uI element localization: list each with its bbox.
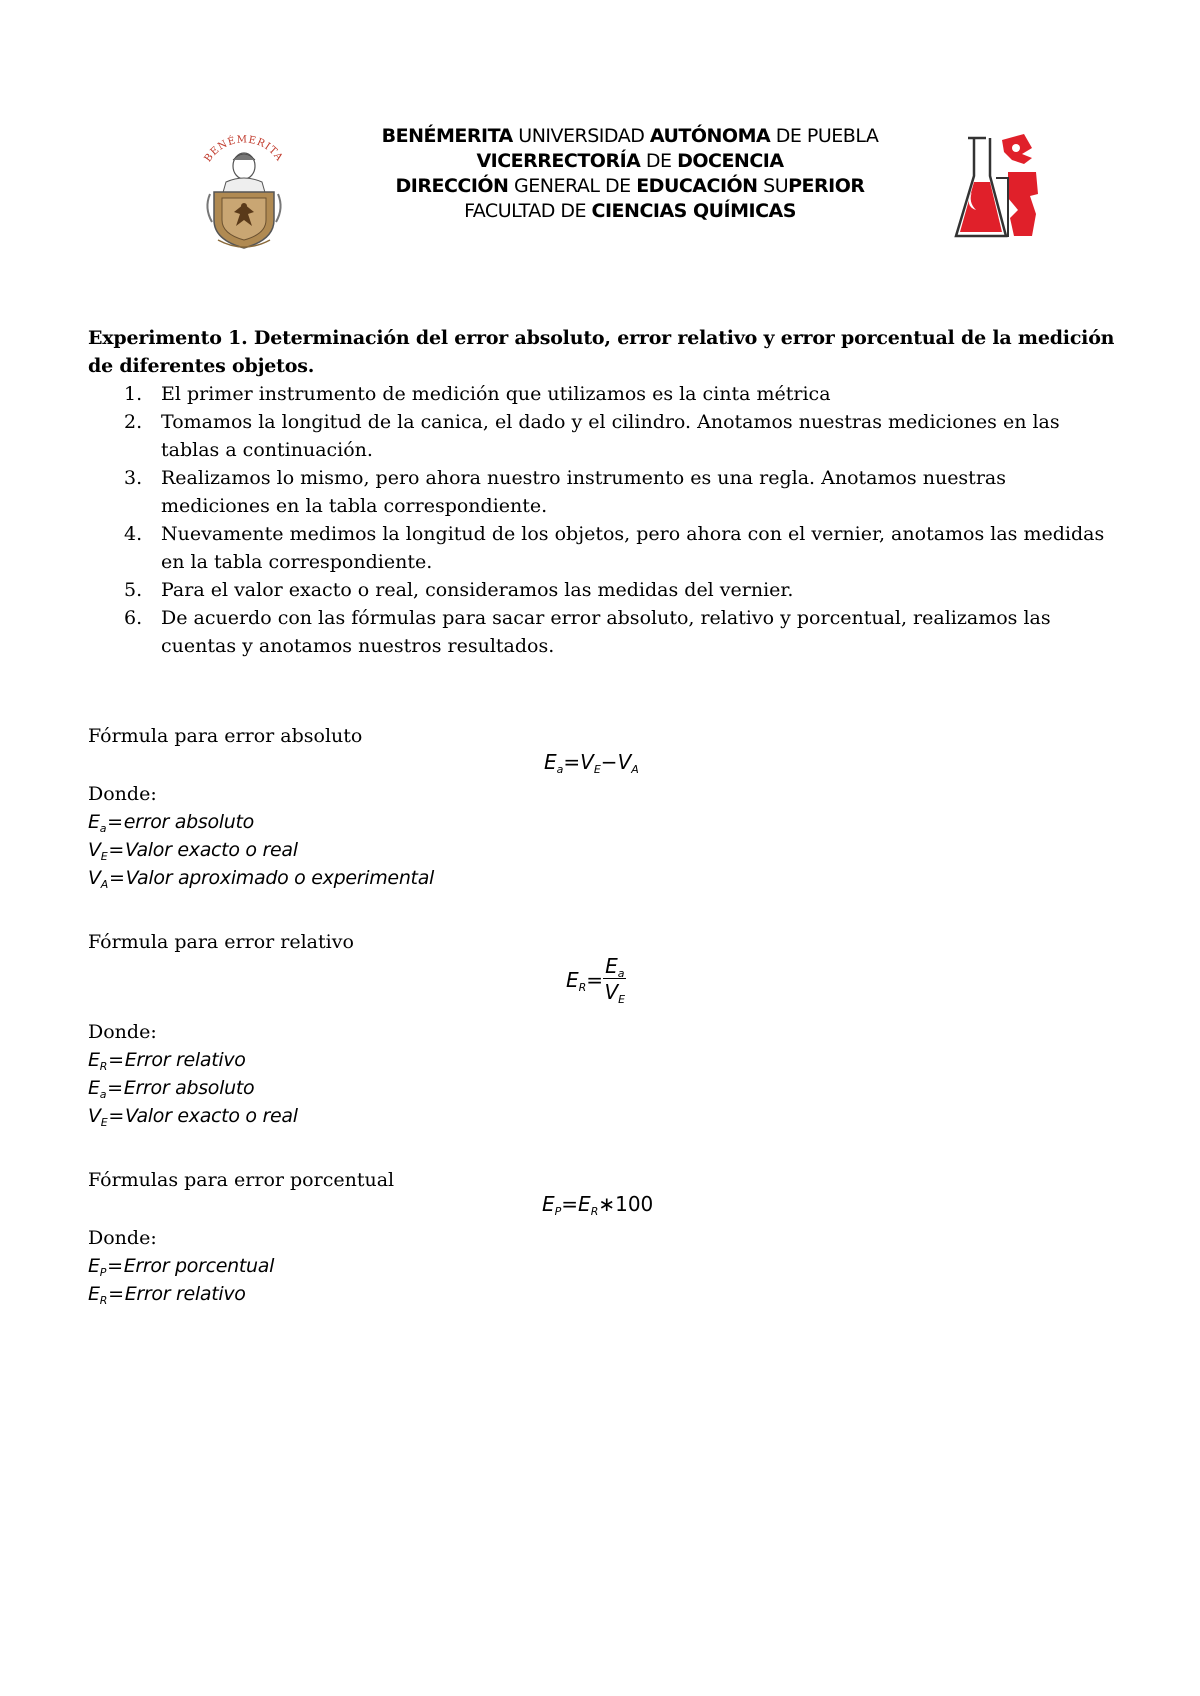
percent-error-heading: Fórmulas para error porcentual — [88, 1169, 395, 1191]
header-university-bold2: AUTÓNOMA — [649, 125, 771, 147]
formula-subscript: a — [617, 967, 625, 980]
definition-symbol: E — [88, 1049, 100, 1071]
step-number: 4. — [124, 523, 143, 545]
formula-subscript: P — [554, 1205, 562, 1218]
step-number: 3. — [124, 467, 143, 489]
relative-error-definitions — [88, 1018, 1120, 1130]
university-seal-logo — [196, 122, 292, 254]
step-number: 2. — [124, 411, 143, 433]
step-text: Realizamos lo mismo, pero ahora nuestro instrumento es una regla. Anotamos nuestras mediciones en la tabla correspondiente. — [161, 467, 1006, 517]
formula-subscript: E — [593, 763, 601, 776]
formula-fraction — [603, 954, 626, 1005]
formula-symbol: V — [604, 980, 619, 1004]
relative-error-formula: $E_R=$ $\frac{E_a}{V_E}$ — [566, 954, 626, 1006]
header-university-bold: BENÉMERITA — [381, 125, 513, 147]
definition-symbol: V — [88, 867, 101, 889]
definition-line: $E_P=Error$ porcentual — [88, 1255, 275, 1279]
formula-symbol: E — [542, 1192, 555, 1216]
definition-symbol: E — [88, 1077, 100, 1099]
header-university-mid: UNIVERSIDAD — [512, 125, 650, 147]
definition-meaning: error absoluto — [123, 811, 255, 833]
definition-line: $E_R=Error$ relativo — [88, 1283, 246, 1307]
definition-meaning: Error relativo — [124, 1049, 246, 1071]
absolute-error-block — [88, 722, 1120, 750]
relative-error-block — [88, 928, 1120, 956]
header-line-direccion — [330, 174, 930, 199]
header-direccion: DIRECCIÓN — [395, 175, 509, 197]
definition-meaning: Valor exacto o real — [124, 839, 298, 861]
fraction-denominator — [603, 979, 626, 1005]
definition-meaning: Error porcentual — [123, 1255, 275, 1277]
header-line-vicerrectoria — [330, 149, 930, 174]
formula-factor: 100 — [615, 1192, 654, 1216]
step-text: Nuevamente medimos la longitud de los objetos, pero ahora con el vernier, anotamos las medidas en la tabla correspondiente. — [161, 523, 1105, 573]
donde-label: Donde: — [88, 783, 157, 805]
experiment-title: Experimento 1. Determinación del error absoluto, error relativo y error porcentual de la medición de diferentes objetos. — [88, 327, 1115, 377]
header-su: SU — [757, 175, 789, 197]
definition-line: $V_E=Valor$ exacto o real — [88, 1105, 298, 1129]
formula-symbol: E — [544, 750, 557, 774]
step-text: Tomamos la longitud de la canica, el dado y el cilindro. Anotamos nuestras mediciones en las tablas a continuación. — [161, 411, 1060, 461]
step-item — [88, 408, 1120, 464]
header-university-tail: DE PUEBLA — [770, 125, 879, 147]
fraction-numerator — [603, 954, 626, 979]
formula-symbol: E — [578, 1192, 591, 1216]
experiment-steps — [88, 380, 1120, 660]
header-de: DE — [640, 150, 678, 172]
definition-meaning: Valor exacto o real — [124, 1105, 298, 1127]
step-text: El primer instrumento de medición que utilizamos es la cinta métrica — [161, 383, 831, 405]
percent-error-formula: $E_P=E_R∗100$ — [542, 1192, 654, 1218]
definition-meaning: Error relativo — [124, 1283, 246, 1305]
step-item — [88, 604, 1120, 660]
step-item — [88, 380, 1120, 408]
step-text: Para el valor exacto o real, consideramos las medidas del vernier. — [161, 579, 794, 601]
formula-symbol: V — [580, 750, 594, 774]
step-number: 1. — [124, 383, 143, 405]
experiment-section — [88, 324, 1120, 660]
formula-symbol: E — [605, 954, 618, 978]
seal-arc-text: BENÉMERITA — [202, 134, 285, 165]
definition-subscript: R — [99, 1060, 108, 1073]
step-text: De acuerdo con las fórmulas para sacar error absoluto, relativo y porcentual, realizamos las cuentas y anotamos nuestros resultados. — [161, 607, 1051, 657]
formula-symbol: E — [566, 967, 579, 992]
formula-subscript: a — [556, 763, 564, 776]
formula-subscript: E — [618, 993, 626, 1006]
definition-subscript: E — [100, 1116, 108, 1129]
definition-symbol: E — [88, 1255, 100, 1277]
definition-subscript: E — [100, 850, 108, 863]
step-number: 5. — [124, 579, 143, 601]
definition-line: $E_a=error$ absoluto — [88, 811, 255, 835]
definition-subscript: a — [99, 1088, 107, 1101]
definition-subscript: a — [99, 822, 107, 835]
formula-subscript: R — [578, 980, 587, 994]
definition-symbol: E — [88, 1283, 100, 1305]
definition-subscript: R — [99, 1294, 108, 1307]
header-facultad-de: FACULTAD DE — [464, 200, 592, 222]
formula-subscript: A — [631, 763, 639, 776]
definition-line: $V_E=Valor$ exacto o real — [88, 839, 298, 863]
definition-subscript: P — [99, 1266, 107, 1279]
definition-symbol: E — [88, 811, 100, 833]
definition-meaning: Error absoluto — [123, 1077, 255, 1099]
formula-subscript: R — [590, 1205, 599, 1218]
absolute-error-definitions — [88, 780, 1120, 892]
chemistry-flask-logo — [952, 132, 1048, 244]
definition-symbol: V — [88, 1105, 101, 1127]
step-item — [88, 464, 1120, 520]
formula-symbol: V — [617, 750, 632, 774]
donde-label: Donde: — [88, 1021, 157, 1043]
header-perior: PERIOR — [788, 175, 865, 197]
header-line-university — [330, 124, 930, 149]
donde-label: Donde: — [88, 1227, 157, 1249]
header-docencia: DOCENCIA — [677, 150, 784, 172]
header-line-facultad — [330, 199, 930, 224]
definition-line: $V_A=Valor$ aproximado o experimental — [88, 867, 435, 891]
institution-header — [330, 124, 930, 224]
header-educacion: EDUCACIÓN — [636, 175, 758, 197]
header-general-de: GENERAL DE — [508, 175, 637, 197]
absolute-error-heading: Fórmula para error absoluto — [88, 725, 363, 747]
definition-meaning: Valor aproximado o experimental — [125, 867, 435, 889]
definition-subscript: A — [100, 878, 108, 891]
header-vicerrectoria: VICERRECTORÍA — [476, 150, 641, 172]
definition-line: $E_R=Error$ relativo — [88, 1049, 246, 1073]
definition-symbol: V — [88, 839, 101, 861]
percent-error-block — [88, 1166, 1120, 1194]
relative-error-heading: Fórmula para error relativo — [88, 931, 354, 953]
step-item — [88, 520, 1120, 576]
absolute-error-formula: $E_a=V_E-V_A$ — [544, 750, 639, 776]
definition-line: $E_a=Error$ absoluto — [88, 1077, 255, 1101]
header-ciencias-quimicas: CIENCIAS QUÍMICAS — [591, 200, 796, 222]
percent-error-definitions — [88, 1224, 1120, 1308]
step-number: 6. — [124, 607, 143, 629]
step-item — [88, 576, 1120, 604]
